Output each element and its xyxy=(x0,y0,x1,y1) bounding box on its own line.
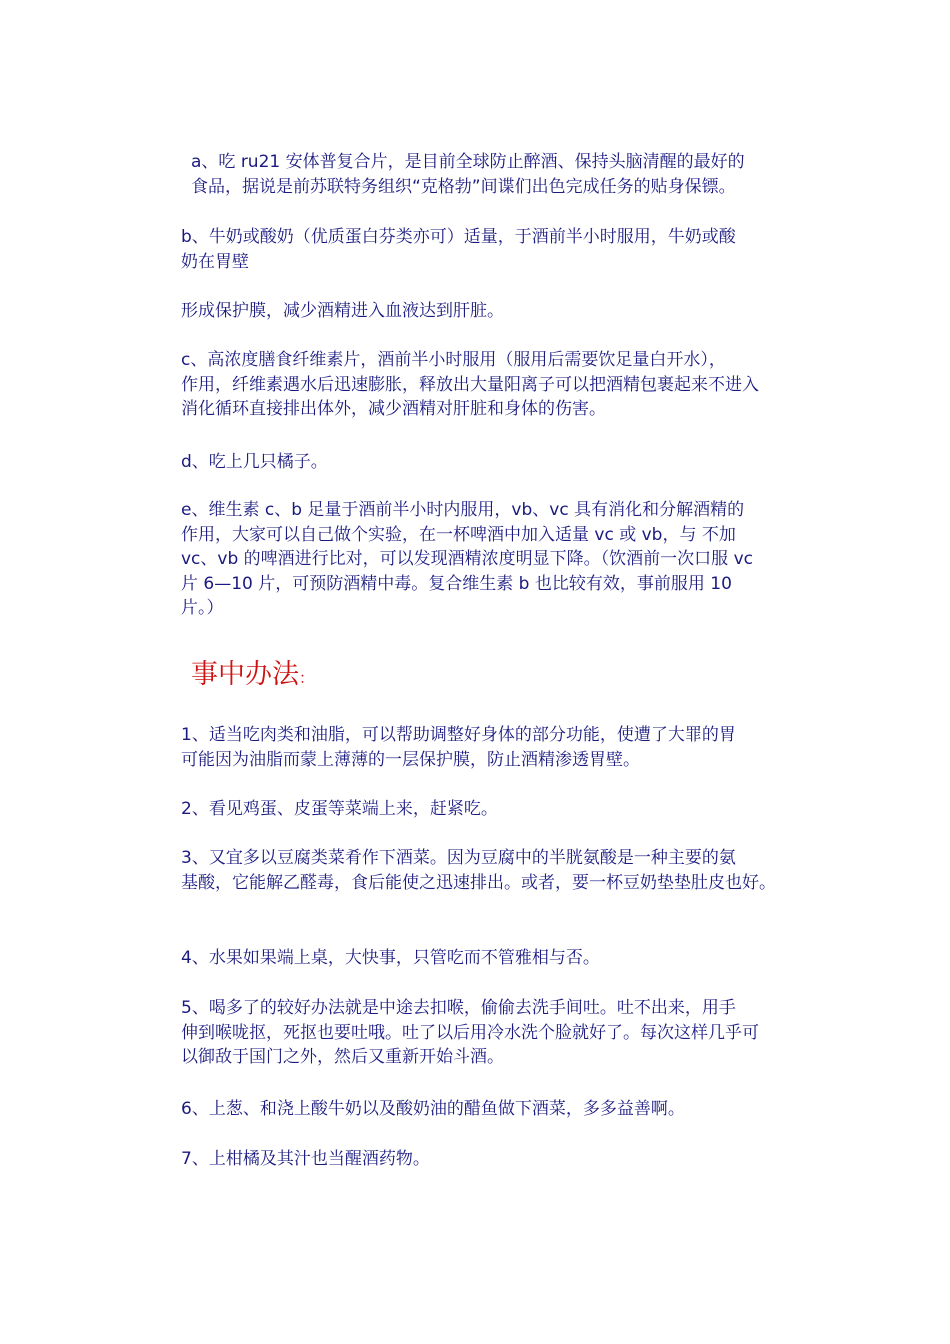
item-c xyxy=(145,348,815,422)
during-item-5-line-3: 以御敌于国门之外，然后又重新开始斗酒。 xyxy=(181,1047,504,1067)
item-b-line-2: 奶在胃壁 xyxy=(181,251,249,272)
item-d: d、吃上几只橘子。 xyxy=(181,452,328,472)
during-item-1-line-1: 1、适当吃肉类和油脂，可以帮助调整好身体的部分功能，使遭了大罪的胃 xyxy=(181,725,736,745)
item-c-line-1: c、高浓度膳食纤维素片，酒前半小时服用（服用后需要饮足量白开水）， xyxy=(181,350,726,370)
during-item-2: 2、看见鸡蛋、皮蛋等菜端上来，赶紧吃。 xyxy=(181,799,498,819)
during-item-5-line-1: 5、喝多了的较好办法就是中途去扣喉，偷偷去洗手间吐。吐不出来，用手 xyxy=(181,998,736,1018)
section-heading-text: 事中办法 xyxy=(191,659,299,690)
during-item-5-line-2: 伸到喉咙抠，死抠也要吐哦。吐了以后用冷水洗个脸就好了。每次这样几乎可 xyxy=(181,1022,759,1043)
during-item-1 xyxy=(145,723,815,772)
item-e-line-4: 片 6—10 片，可预防酒精中毒。复合维生素 b 也比较有效，事前服用 10 xyxy=(181,573,732,594)
item-e-line-5: 片。） xyxy=(181,598,224,618)
during-item-3-line-1: 3、又宜多以豆腐类菜肴作下酒菜。因为豆腐中的半胱氨酸是一种主要的氨 xyxy=(181,848,736,868)
during-item-5 xyxy=(145,996,815,1070)
item-b-line-1: b、牛奶或酸奶（优质蛋白芬类亦可）适量，于酒前半小时服用，牛奶或酸 xyxy=(181,227,736,247)
item-e-line-3: vc、vb 的啤酒进行比对，可以发现酒精浓度明显下降。（饮酒前一次口服 vc xyxy=(181,549,753,569)
item-b xyxy=(145,225,815,274)
section-heading-colon: ： xyxy=(299,669,315,687)
item-e-line-1: e、维生素 c、b 足量于酒前半小时内服用，vb、vc 具有消化和分解酒精的 xyxy=(181,500,745,520)
during-item-7: 7、上柑橘及其汁也当醒酒药物。 xyxy=(181,1149,430,1169)
item-a xyxy=(145,150,815,199)
item-e-line-2: 作用，大家可以自己做个实验，在一杯啤酒中加入适量 vc 或 vb，与 不加 xyxy=(181,524,736,545)
during-item-3-line-2: 基酸，它能解乙醛毒，食后能使之迅速排出。或者，要一杯豆奶垫垫肚皮也好。 xyxy=(181,872,776,893)
item-a-line-1: a、吃 ru21 安体普复合片，是目前全球防止醉酒、保持头脑清醒的最好的 xyxy=(191,152,745,172)
item-a-line-2: 食品，据说是前苏联特务组织“克格勃”间谍们出色完成任务的贴身保镖。 xyxy=(191,176,736,197)
section-heading-during xyxy=(191,655,314,698)
during-item-6: 6、上葱、和浇上酸牛奶以及酸奶油的醋鱼做下酒菜，多多益善啊。 xyxy=(181,1099,685,1119)
item-c-line-3: 消化循环直接排出体外，减少酒精对肝脏和身体的伤害。 xyxy=(181,399,606,419)
during-item-4: 4、水果如果端上桌，大快事，只管吃而不管雅相与否。 xyxy=(181,948,600,968)
item-e xyxy=(145,498,815,621)
during-item-3 xyxy=(145,846,815,895)
item-b-continued: 形成保护膜，减少酒精进入血液达到肝脏。 xyxy=(181,301,504,321)
during-item-1-line-2: 可能因为油脂而蒙上薄薄的一层保护膜，防止酒精渗透胃壁。 xyxy=(181,749,640,770)
item-c-line-2: 作用，纤维素遇水后迅速膨胀，释放出大量阳离子可以把酒精包裹起来不进入 xyxy=(181,374,759,395)
